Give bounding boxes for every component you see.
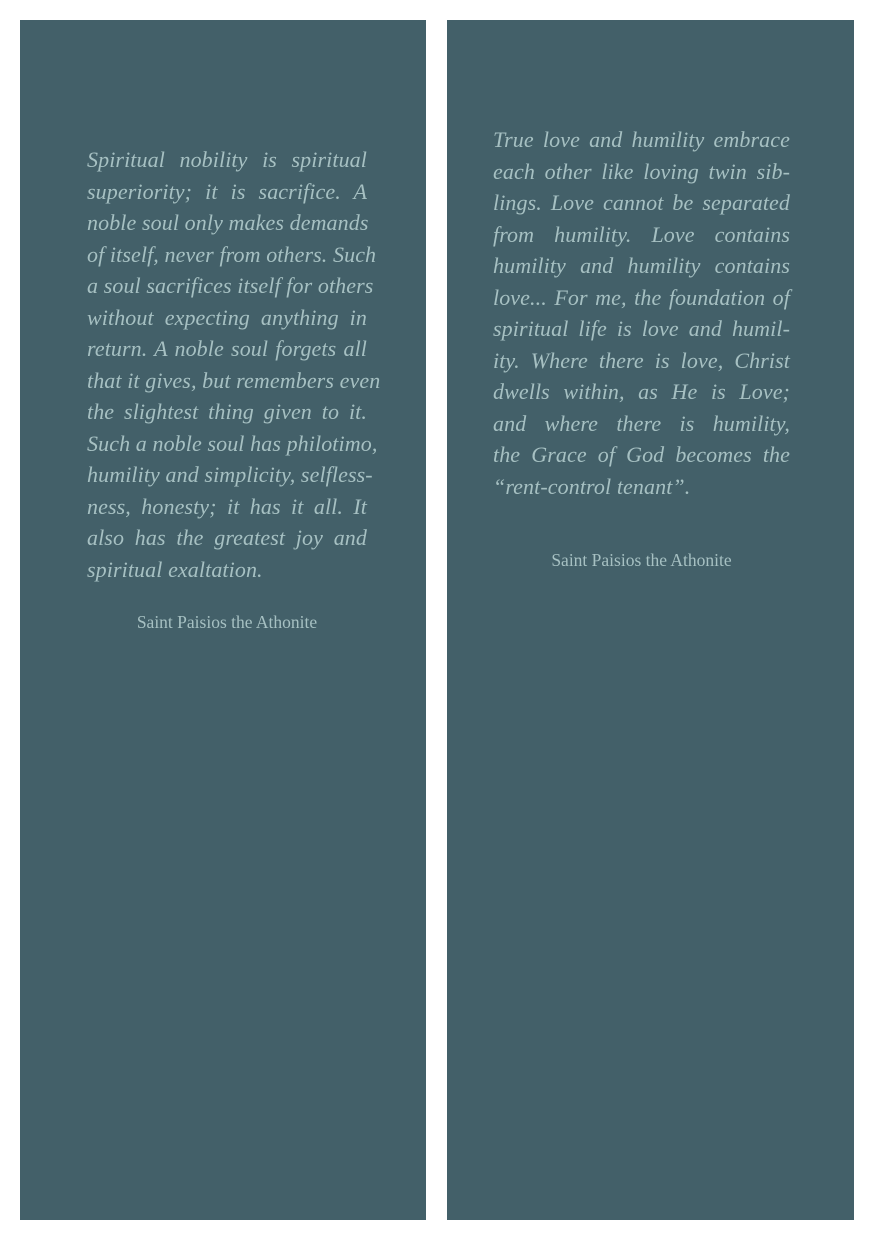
quote-block [87,144,381,633]
quote-line: return. A noble soul forgets all [87,336,367,361]
quote-line: True love and humility embrace [493,127,790,152]
quote-line: ness, honesty; it has it all. It [87,493,367,519]
quote-attribution: Saint Paisios the Athonite [136,612,318,632]
quote-line: dwells within, as He is Love; [493,379,790,404]
quote-line: spiritual life is love and humil- [493,316,790,341]
quote-card-left [20,20,426,1220]
quote-line: and where there is humility, [493,410,790,436]
quote-text [493,124,790,502]
quote-line: love... For me, the foundation of [493,284,790,310]
quote-line: spiritual exaltation. [87,556,263,582]
quote-text [87,144,381,585]
quote-line: “rent-control tenant”. [493,473,691,499]
quote-card-right [447,20,854,1220]
quote-block [493,124,790,571]
quote-line: humility and humility contains [493,253,790,278]
quote-line: without expecting anything in [87,304,367,330]
quote-line: each other like loving twin sib- [493,158,790,184]
quote-line: also has the greatest joy and [87,525,367,550]
quote-line: that it gives, but remembers even [87,367,381,393]
quote-line: lings. Love cannot be separated [493,190,790,215]
quote-line: superiority; it is sacrifice. A [87,178,367,204]
quote-line: of itself, never from others. Such [87,241,377,267]
quote-line: Spiritual nobility is spiritual [87,147,367,172]
quote-line: noble soul only makes demands [87,210,369,235]
quote-attribution: Saint Paisios the Athonite [551,550,732,570]
quote-line: ity. Where there is love, Christ [493,347,790,373]
quote-line: humility and simplicity, selfless- [87,462,373,487]
quote-line: a soul sacrifices itself for others [87,273,374,298]
quote-line: the slightest thing given to it. [87,399,367,424]
quote-line: the Grace of God becomes the [493,442,790,467]
quote-line: from humility. Love contains [493,221,790,247]
quote-line: Such a noble soul has philotimo, [87,430,378,456]
